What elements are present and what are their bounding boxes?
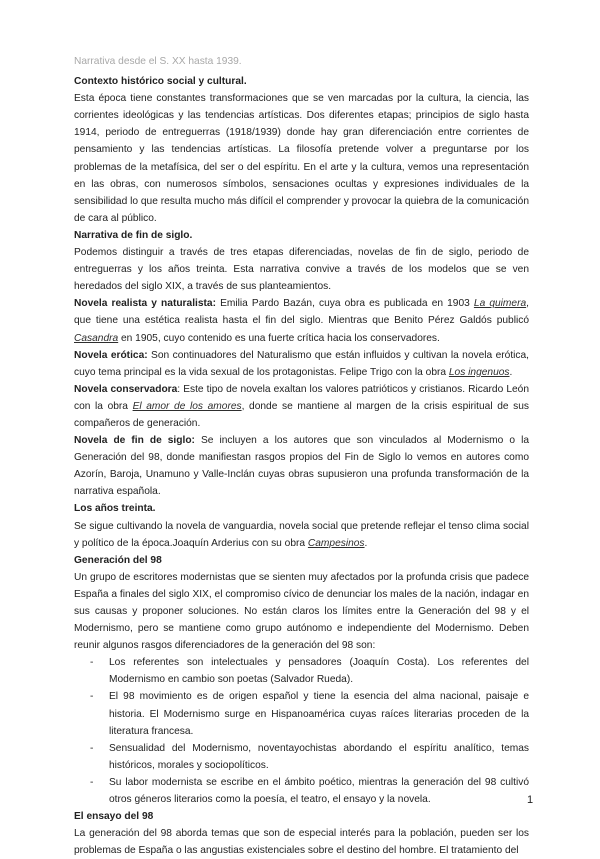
running-header: Narrativa desde el S. XX hasta 1939.	[74, 56, 242, 67]
paragraph-generacion-98: Un grupo de escritores modernistas que se sienten muy afectados por la profunda crisis que padece España a finales del siglo XIX, el compromiso cívico de denunciar los males de la nación, indagar en sus causas y proponer soluciones. No están claros los límites entre la Generación del 98 y el Modernismo, pero se mantiene como grupo autónomo e independiente del Modernismo. Deben reunir algunos rasgos diferenciadores de la generación del 98 son:	[74, 571, 529, 652]
label-novela-erotica: Novela erótica:	[74, 349, 148, 361]
section-heading-anos-treinta: Los años treinta.	[74, 503, 156, 515]
list-rasgos-generacion-98	[74, 654, 529, 808]
paragraph-narrativa-intro: Podemos distinguir a través de tres etapas diferenciadas, novelas de fin de siglo, periodo de entreguerras y los años treinta. Esta narrativa convive a través de los modelos que se ven heredados del siglo XIX, a través de sus planteamientos.	[74, 247, 529, 293]
paragraph-novela-fin-de-siglo: Novela de fin de siglo: Se incluyen a los autores que son vinculados al Modernismo o la Generación del 98, donde manifiestan rasgos propios del Fin de Siglo lo vemos en autores como Azorín, Baroja, Unamuno y Valle-Inclán cuyas obras supusieron una profunda transformación de la narrativa española.	[74, 435, 529, 498]
paragraph-ensayo-98: La generación del 98 aborda temas que son de especial interés para la población, pueden ser los problemas de España o las angustias existenciales sobre el destino del hombre. El tratamiento del	[74, 828, 529, 857]
page-number: 1	[527, 794, 534, 806]
paragraph-novela-conservadora: Novela conservadora: Este tipo de novela exaltan los valores patrióticos y cristianos. Ricardo León con la obra El amor de los amores, donde se mantiene al margen de la crisis espiritual de sus compañeros de generación.	[74, 383, 529, 429]
work-casandra[interactable]: Casandra	[74, 332, 119, 344]
paragraph-novela-realista: Novela realista y naturalista: Emilia Pardo Bazán, cuya obra es publicada en 1903 La quimera, que tiene una estética realista hasta el fin del siglo. Mientras que Benito Pérez Galdós publicó Casandra en 1905, cuyo contenido es una fuerte crítica hacia los conservadores.	[74, 298, 529, 344]
label-novela-realista: Novela realista y naturalista:	[74, 298, 216, 310]
label-novela-conservadora: Novela conservadora	[74, 383, 178, 395]
paragraph-novela-erotica: Novela erótica: Son continuadores del Naturalismo que están influidos y cultivan la novela erótica, cuyo tema principal es la vida sexual de los protagonistas. Felipe Trigo con la obra Los ingenuos.	[74, 349, 530, 378]
work-campesinos[interactable]: Campesinos	[307, 537, 365, 549]
page-content	[74, 53, 529, 859]
list-item: - Sensualidad del Modernismo, noventayochistas abordando el espíritu analítico, temas históricos, morales y sociopolíticos.	[74, 740, 529, 774]
paragraph-anos-treinta: Se sigue cultivando la novela de vanguardia, novela social que pretende reflejar el tenso clima social y político de la época.Joaquín Arderius con su obra Campesinos.	[74, 520, 529, 549]
section-heading-contexto: Contexto histórico social y cultural.	[74, 76, 247, 88]
section-heading-ensayo-98: El ensayo del 98	[74, 811, 154, 823]
list-item: - Su labor modernista se escribe en el ámbito poético, mientras la generación del 98 cultivó otros géneros literarios como la poesía, el teatro, el ensayo y la novela.	[74, 774, 529, 808]
list-item: - El 98 movimiento es de origen español y tiene la esencia del alma nacional, paisaje e historia. El Modernismo surge en Hispanoamérica cuyas raíces literarias proceden de la literatura francesa.	[74, 688, 529, 739]
work-los-ingenuos[interactable]: Los ingenuos	[448, 366, 510, 378]
section-heading-narrativa: Narrativa de fin de siglo.	[74, 229, 193, 241]
label-novela-fin-de-siglo: Novela de fin de siglo:	[74, 435, 195, 447]
list-item: - Los referentes son intelectuales y pensadores (Joaquín Costa). Los referentes del Modernismo en cambio son poetas (Salvador Rueda).	[74, 654, 529, 688]
paragraph-contexto: Esta época tiene constantes transformaciones que se ven marcadas por la cultura, la ciencia, las corrientes ideológicas y las tendencias artísticas. Dos diferentes etapas; principios de siglo hasta 1914, periodo de entreguerras (1918/1939) donde hay gran diferenciación entre corrientes de pensamiento y las tendencias artísticas. La filosofía pretende volver a preguntarse por los problemas de la metafísica, del ser o del espíritu. En el arte y la cultura, vemos una representación en las obras, con numerosos símbolos, sensaciones ocultas y expresiones individuales de la sensibilidad lo que resulta mucho más difícil el comprender y provocar la quiebra de la comunicación de cara al público.	[74, 93, 529, 224]
section-heading-generacion-98: Generación del 98	[74, 554, 162, 566]
work-el-amor-de-los-amores[interactable]: El amor de los amores	[132, 400, 242, 412]
work-la-quimera[interactable]: La quimera	[473, 298, 527, 310]
